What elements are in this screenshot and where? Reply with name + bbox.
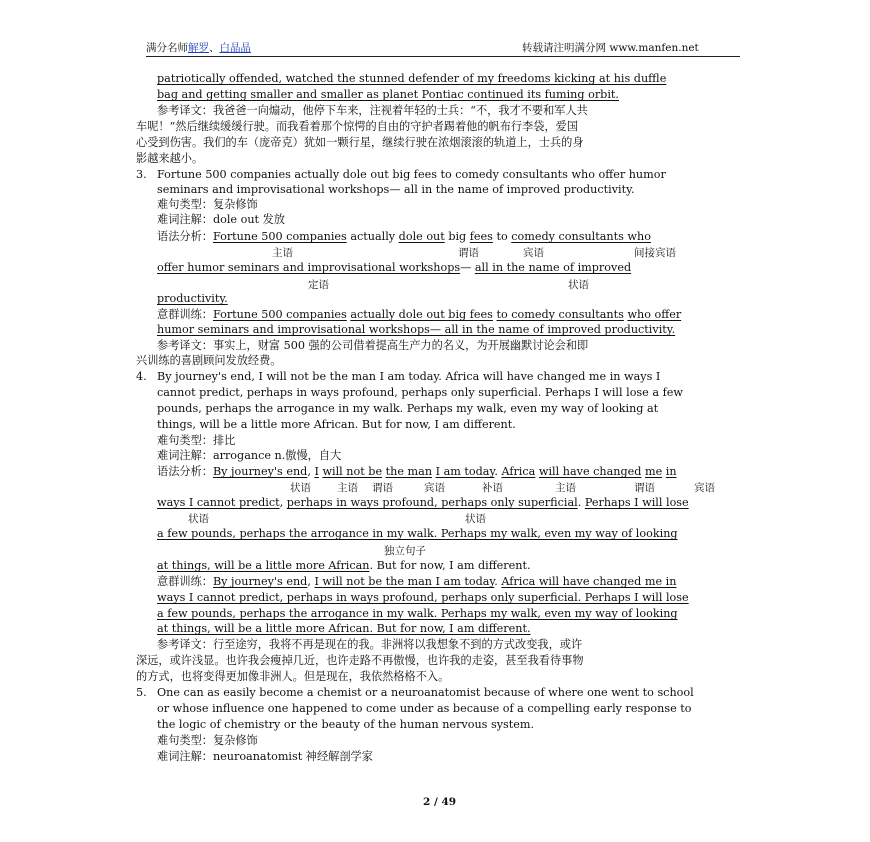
- text-line: 难句类型：复杂修饰: [157, 198, 258, 211]
- seg: Fortune 500 companies: [212, 230, 347, 243]
- grammar-tag: 宾语: [694, 482, 715, 494]
- grammar-tag: 主语: [272, 247, 293, 259]
- seg: . But for now, I am different.: [369, 559, 531, 572]
- seg: the man: [385, 465, 433, 478]
- seg: fees: [469, 230, 493, 243]
- grammar-tag: 定语: [308, 279, 329, 291]
- text-line: things, will be a little more African. But for now, I am different.: [157, 418, 516, 431]
- seg: actually: [346, 230, 399, 243]
- text-line: One can as easily become a chemist or a neuroanatomist because of where one went to school: [157, 686, 694, 699]
- grammar-line: [157, 308, 681, 322]
- page-number: 2 / 49: [423, 796, 457, 808]
- grammar-tag: 状语: [188, 513, 209, 525]
- grammar-tag: 宾语: [424, 482, 445, 494]
- grammar-line: [157, 575, 676, 589]
- seg: in: [665, 465, 677, 478]
- grammar-tag: 独立句子: [384, 545, 426, 557]
- header-right: 转载请注明满分网 www.manfen.net: [522, 42, 699, 54]
- header-left: [146, 40, 251, 55]
- text-line: a few pounds, perhaps the arrogance in my walk. Perhaps my walk, even my way of looking: [157, 527, 678, 540]
- grammar-tag: 主语: [555, 482, 576, 494]
- seg: perhaps in ways profound, perhaps only superficial: [286, 496, 578, 509]
- seg: who offer: [627, 308, 682, 321]
- header-sep: 、: [209, 42, 220, 54]
- grammar-tag: 状语: [290, 482, 311, 494]
- label: 语法分析：: [157, 230, 213, 243]
- text-line: 参考译文：事实上，财富 500 强的公司借着提高生产力的名义，为开展幽默讨论会和即: [157, 339, 589, 352]
- author-link-2[interactable]: 白晶晶: [219, 42, 251, 54]
- seg: me: [644, 465, 663, 478]
- text-line: ways I cannot predict, perhaps in ways profound, perhaps only superficial. Perhaps I will lose: [157, 591, 689, 604]
- grammar-tag: 状语: [465, 513, 486, 525]
- header-rule: [146, 56, 740, 57]
- text-line: or whose influence one happened to come under as because of a compelling early response to: [157, 702, 692, 715]
- text-line: By journey's end, I will not be the man I am today. Africa will have changed me in ways I: [157, 370, 661, 383]
- seg: will not be: [322, 465, 383, 478]
- text-line: productivity.: [157, 292, 228, 305]
- seg: .: [494, 465, 502, 478]
- seg: .: [494, 575, 502, 588]
- grammar-line: [157, 230, 651, 244]
- grammar-tag: 间接宾语: [634, 247, 676, 259]
- text-line: pounds, perhaps the arrogance in my walk. Perhaps my walk, even my way of looking at: [157, 402, 659, 415]
- label: 意群训练：: [157, 575, 213, 588]
- label: 语法分析：: [157, 465, 213, 478]
- grammar-tag: 谓语: [634, 482, 655, 494]
- text-line: 车呢！”然后继续缓缓行驶。而我看着那个惊愕的自由的守护者踢着他的帆布行李袋，爱国: [136, 120, 579, 133]
- seg: actually dole out big fees: [350, 308, 493, 321]
- seg: offer humor seminars and improvisational workshops: [157, 261, 461, 274]
- seg: I will not be the man I am today: [314, 575, 495, 588]
- item-number: 5.: [136, 686, 147, 699]
- grammar-tag: 谓语: [372, 482, 393, 494]
- text-line: 参考译文：行至途穷，我将不再是现在的我。非洲将以我想象不到的方式改变我，或许: [157, 638, 583, 651]
- text-line: 难句类型：排比: [157, 434, 236, 447]
- seg: to: [492, 230, 512, 243]
- seg: I: [314, 465, 319, 478]
- text-line: seminars and improvisational workshops— all in the name of improved productivity.: [157, 183, 635, 196]
- seg: at things, will be a little more African: [157, 559, 370, 572]
- seg: ways I cannot predict: [157, 496, 280, 509]
- item-number: 3.: [136, 168, 147, 181]
- text-line: 难词注解：dole out 发放: [157, 213, 285, 226]
- grammar-tag: 补语: [482, 482, 503, 494]
- label: 意群训练：: [157, 308, 213, 321]
- text-line: 的方式，也将变得更加像非洲人。但是现在，我依然格格不入。: [136, 670, 450, 683]
- seg: ,: [307, 575, 315, 588]
- seg: ,: [279, 496, 287, 509]
- text-line: at things, will be a little more African. But for now, I am different.: [157, 622, 531, 635]
- grammar-tag: 主语: [337, 482, 358, 494]
- grammar-line: [157, 261, 631, 275]
- text-line: 参考译文：我爸爸一向煽动，他停下车来，注视着年轻的士兵：“不，我才不要和军人共: [157, 104, 588, 117]
- seg: comedy consultants: [511, 230, 624, 243]
- author-link-1[interactable]: 解罗: [188, 42, 209, 54]
- seg: .: [577, 496, 585, 509]
- seg: By journey's end: [212, 575, 308, 588]
- seg: I am today: [435, 465, 495, 478]
- text-line: 兴训练的喜剧顾问发放经费。: [136, 354, 282, 367]
- seg: dole out: [398, 230, 445, 243]
- text-line: patriotically offended, watched the stunned defender of my freedoms kicking at his duffle: [157, 72, 667, 85]
- seg: By journey's end: [212, 465, 308, 478]
- seg: to comedy consultants: [496, 308, 624, 321]
- seg: who: [623, 230, 651, 243]
- seg: Fortune 500 companies: [212, 308, 347, 321]
- seg: all in the name of improved: [474, 261, 632, 274]
- grammar-tag: 状语: [568, 279, 589, 291]
- text-line: cannot predict, perhaps in ways profound, perhaps only superficial. Perhaps I will lose a few: [157, 386, 683, 399]
- grammar-tag: 谓语: [458, 247, 479, 259]
- seg: will have changed: [538, 465, 642, 478]
- seg: Africa: [501, 465, 536, 478]
- header-prefix: 满分名师: [146, 42, 188, 54]
- text-line: humor seminars and improvisational workshops— all in the name of improved productivity.: [157, 323, 676, 336]
- seg: —: [460, 261, 475, 274]
- text-line: a few pounds, perhaps the arrogance in my walk. Perhaps my walk, even my way of looking: [157, 607, 678, 620]
- text-line: 影越来越小。: [136, 152, 204, 165]
- text-line: the logic of chemistry or the beauty of the human nervous system.: [157, 718, 535, 731]
- grammar-line: [157, 496, 689, 510]
- seg: Africa will have changed me in: [501, 575, 677, 588]
- seg: big: [444, 230, 470, 243]
- text-line: 难句类型：复杂修饰: [157, 734, 258, 747]
- grammar-line: [157, 465, 677, 479]
- item-number: 4.: [136, 370, 147, 383]
- text-line: 心受到伤害。我们的车（庞帝克）犹如一颗行星，继续行驶在浓烟滚滚的轨道上，士兵的身: [136, 136, 584, 149]
- grammar-tag: 宾语: [523, 247, 544, 259]
- text-line: bag and getting smaller and smaller as planet Pontiac continued its fuming orbit.: [157, 88, 619, 101]
- text-line: 难词注解：neuroanatomist 神经解剖学家: [157, 750, 373, 763]
- text-line: 深远，或许浅显。也许我会瘦掉几近，也许走路不再傲慢，也许我的走姿，甚至我看待事物: [136, 654, 584, 667]
- seg: Perhaps I will lose: [584, 496, 689, 509]
- seg: ,: [307, 465, 315, 478]
- grammar-line: [157, 559, 531, 573]
- text-line: Fortune 500 companies actually dole out big fees to comedy consultants who offer humor: [157, 168, 666, 181]
- text-line: 难词注解：arrogance n.傲慢，自大: [157, 449, 342, 462]
